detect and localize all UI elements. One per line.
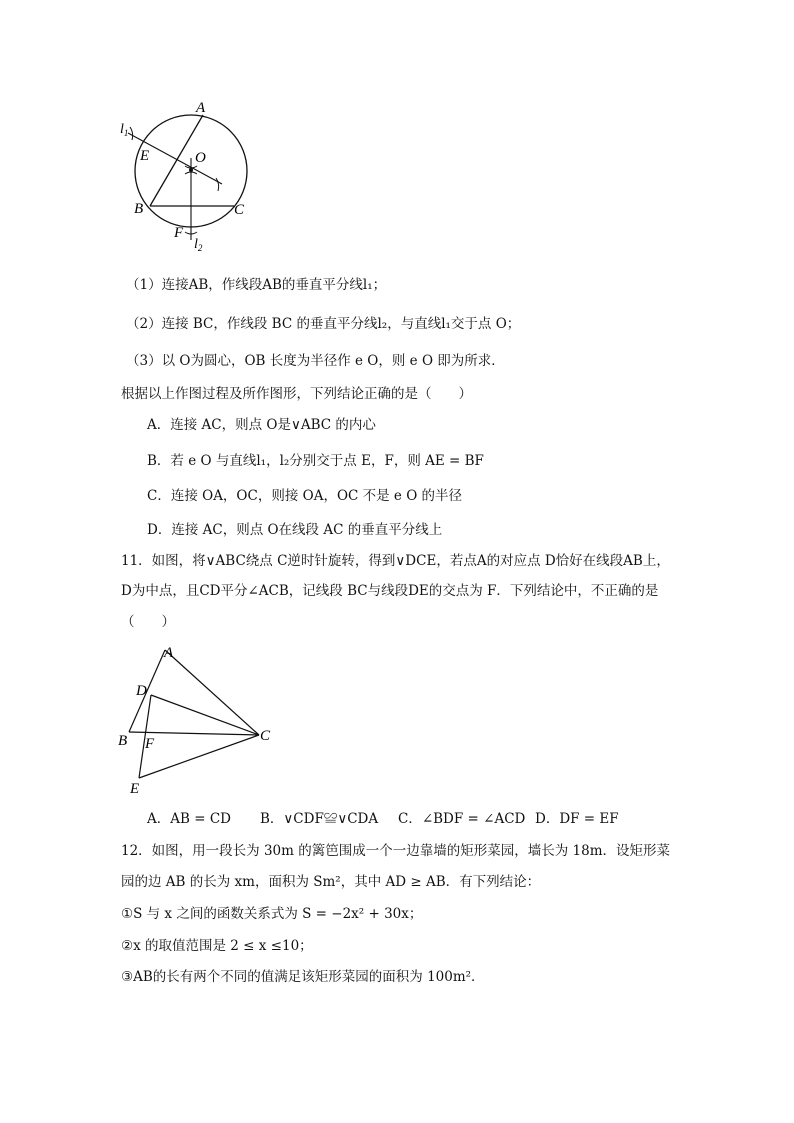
point-o [189, 168, 193, 172]
arc-mark [130, 127, 133, 140]
q10-option-b: B．若 e O 与直线l₁，l₂分别交于点 E，F，则 AE = BF [147, 453, 484, 469]
label-l2: $l_2$ [194, 237, 203, 253]
q12-claim-3: ③AB的长有两个不同的值满足该矩形菜园的面积为 100m²． [121, 969, 485, 985]
q12-line-1: 12．如图，用一段长为 30m 的篱笆围成一个一边靠墙的矩形菜园，墙长为 18m．设矩形菜 [121, 843, 671, 859]
arc-mark [216, 178, 219, 191]
q11-option-c: C．∠BDF = ∠ACD [398, 811, 526, 827]
q10-option-a: A．连接 AC，则点 O是∨ABC 的内心 [147, 417, 376, 433]
label-c: C [234, 202, 245, 218]
label-e: E [130, 781, 140, 797]
q12-claim-2: ②x 的取值范围是 2 ≤ x ≤10； [121, 938, 313, 954]
segment-dc [151, 695, 259, 735]
label-o: O [195, 150, 206, 166]
step-2: （2）连接 BC，作线段 BC 的垂直平分线l₂，与直线l₁交于点 O； [126, 316, 521, 332]
figure-circle-construction [110, 96, 260, 256]
label-f: F [174, 225, 184, 241]
q10-option-d: D．连接 AC，则点 O在线段 AC 的垂直平分线上 [147, 522, 443, 538]
q12-line-2: 园的边 AB 的长为 xm，面积为 Sm²，其中 AD ≥ AB．有下列结论： [121, 874, 541, 890]
q11-option-a: A．AB = CD [147, 811, 231, 827]
label-f: F [145, 736, 155, 752]
label-b: B [118, 733, 128, 749]
step-3: （3）以 O为圆心，OB 长度为半径作 e O，则 e O 即为所求． [126, 353, 505, 369]
q11-line-2: D为中点，且CD平分∠ACB，记线段 BC与线段DE的交点为 F．下列结论中，不正确的是 [121, 583, 659, 599]
q11-option-d: D．DF = EF [535, 811, 619, 827]
q10-stem: 根据以上作图过程及所作图形，下列结论正确的是（ ） [121, 386, 472, 402]
q11-line-3: （ ） [121, 614, 175, 630]
q11-line-1: 11．如图，将∨ABC绕点 C逆时针旋转，得到∨DCE，若点A的对应点 D恰好在线段AB上， [121, 553, 670, 569]
label-d: D [136, 683, 147, 699]
segment-ec [139, 735, 259, 778]
segment-ac [165, 650, 259, 735]
label-c: C [260, 728, 271, 744]
label-e: E [140, 148, 150, 164]
q10-option-c: C．连接 OA，OC，则接 OA，OC 不是 e O 的半径 [147, 488, 463, 504]
segment-bc [129, 732, 259, 735]
label-l1: $l_1$ [120, 122, 129, 138]
figure-rotated-triangle [115, 640, 280, 800]
label-b: B [134, 201, 144, 217]
q12-claim-1: ①S 与 x 之间的函数关系式为 S = −2x² + 30x； [121, 906, 423, 922]
step-1: （1）连接AB，作线段AB的垂直平分线l₁； [126, 277, 387, 293]
label-a: A [164, 645, 174, 661]
q11-option-b: B．∨CDF≌∨CDA [260, 811, 379, 827]
label-a: A [196, 100, 206, 116]
